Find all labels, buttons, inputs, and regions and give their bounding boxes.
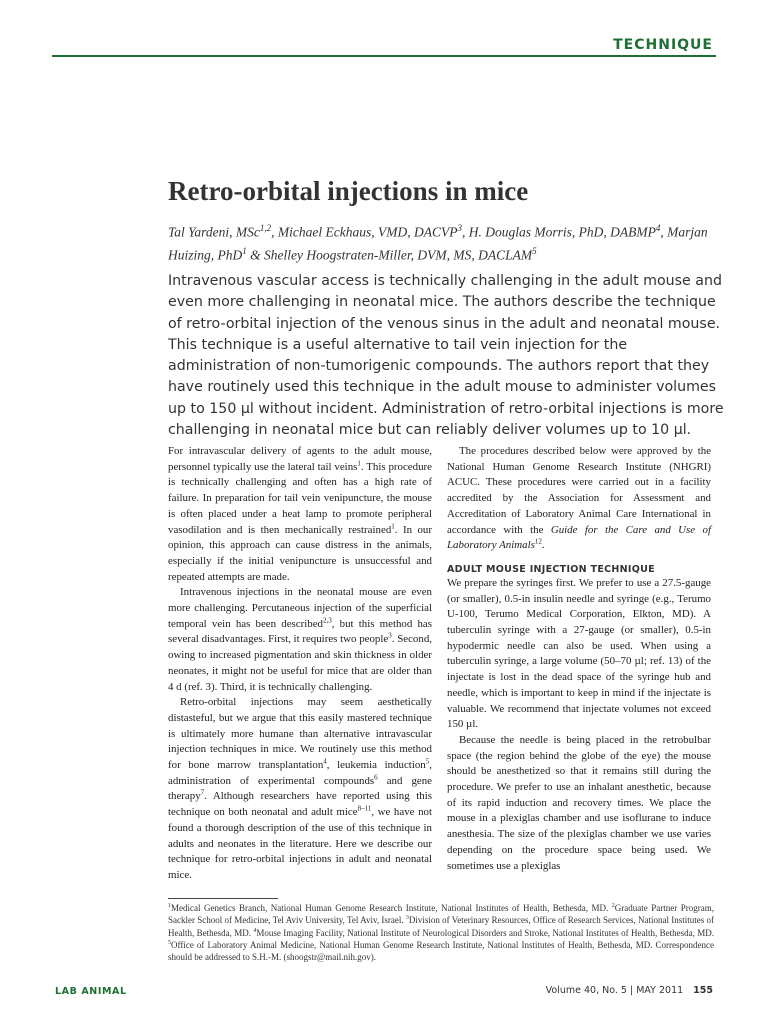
text-run: . This procedure is technically challenging and often has a high rate of failure. In preparation for tail vein venipuncture, the mouse is often placed under a heat lamp to promote peripheral vasodilation and is then mechanically restrained [168, 460, 432, 536]
author-affiliation: 3 [457, 223, 462, 233]
journal-name: LAB ANIMAL [55, 986, 127, 997]
author-list: Tal Yardeni, MSc$^{1,2}$, Michael Eckhaus, VMD, DACVP$^3$, H. Douglas Morris, PhD, DABMP$^4$, Marjan Huizing, PhD$^1$ & Shelley Hoogstraten-Miller, DVM, MS, DACLAM$^5$ [168, 223, 708, 262]
right-paragraphs [447, 576, 711, 874]
left-column [168, 444, 432, 884]
author-name: Tal Yardeni, MSc [168, 224, 260, 240]
citation-sup: 7 [200, 788, 205, 797]
text-run: Retro-orbital injections may seem aesthetically distasteful, but we argue that this easily mastered technique is ultimately more humane than alternative intravascular injection techniques in mice. We routinely use this method for bone marrow transplantation [168, 696, 432, 772]
citation-sup: 1 [168, 903, 171, 909]
text-run: We prepare the syringes first. We prefer to use a 27.5-gauge (or smaller), 0.5-in insulin needle and syringe (e.g., Terumo U-100, Terumo Medical Corporation, Elkton, MD). A tuberculin syringe with a 27-gauge (or smaller), 0.5-in hypodermic needle can also be used. When using a tuberculin syringe, a large volume (50–70 µl; ref. 13) of the injectate is lost in the dead space of the syringe hub and needle, which is important to keep in mind if the injectate is valuable. We recommend that injectate volumes not exceed 150 µl. [447, 576, 711, 731]
citation-sup: 5 [168, 939, 171, 946]
text-run: Intravenous injections in the neonatal mouse are even more challenging. Percutaneous injection of the superficial temporal vein has been described [168, 586, 432, 630]
header-rule [52, 55, 716, 57]
section-label: TECHNIQUE [613, 37, 713, 53]
text-run: Office of Laboratory Animal Medicine, National Human Genome Research Institute, National Institutes of Health, Bethesda, MD. Correspondence should be addressed to S.H.-M. (shoogstr@mail.nih.gov). [168, 939, 714, 963]
text-run: For intravascular delivery of agents to the adult mouse, personnel typically use the lateral tail veins [168, 445, 432, 473]
text-run: , leukemia induction [326, 759, 426, 772]
page-number: 155 [693, 985, 713, 996]
citation-sup: 1 [391, 521, 395, 530]
footnotes [168, 902, 714, 963]
text-run: , administration of experimental compounds [168, 759, 432, 787]
italic-text: Guide for the Care and Use of Laboratory Animals [447, 523, 711, 552]
subheading: ADULT MOUSE INJECTION TECHNIQUE [447, 563, 655, 575]
body-paragraph [447, 733, 711, 874]
body-paragraph [168, 585, 432, 695]
author-name: Shelley Hoogstraten-Miller, DVM, MS, DACLAM [264, 247, 533, 262]
citation-sup: 5 [425, 757, 430, 766]
abstract: Intravenous vascular access is technically challenging in the adult mouse and even more challenging in neonatal mice. The authors describe the technique of retro-orbital injection of the venous sinus in the adult and neonatal mouse. This technique is a useful alternative to tail vein injection for the administration of non-tumorigenic compounds. The authors report that they have routinely used this technique in the adult mouse to administer volumes up to 150 µl without incident. Administration of retro-orbital injections is more challenging in neonatal mice but can reliably deliver volumes up to 10 µl. [168, 273, 724, 439]
issue-info: Volume 40, No. 5 | MAY 2011 [545, 985, 684, 996]
text-run: Because the needle is being placed in the retrobulbar space (the region behind the globe of the eye) the mouse should be anesthetized so that it remains still during the procedure. We prefer to use an inhalant anesthetic, because of its rapid induction and recovery times. We place the mouse in a plexiglas chamber and use isoflurane to induce anesthesia. The size of the plexiglas chamber we use varies depending on the procedure space being used. We sometimes use a plexiglas [447, 733, 711, 872]
intro-paragraph [447, 444, 711, 554]
author-affiliation: 1,2 [259, 223, 272, 233]
citation-sup: 3 [388, 631, 392, 640]
text-run: Graduate Partner Program, Sackler School of Medicine, Tel Aviv University, Tel Aviv, Israel. [168, 903, 714, 926]
citation-sup: 2,3 [322, 616, 332, 625]
text-run: Medical Genetics Branch, National Human Genome Research Institute, National Institutes of Health, Bethesda, MD. [171, 903, 612, 913]
citation-sup: 1 [357, 459, 361, 468]
citation-sup: 12 [534, 537, 542, 546]
citation-sup: 2 [611, 903, 615, 909]
body-paragraph [168, 695, 432, 883]
author-name: Marjan Huizing, PhD [168, 224, 708, 262]
article-title: Retro-orbital injections in mice [168, 176, 529, 206]
footer-info [546, 985, 713, 996]
author-name: H. Douglas Morris, PhD, DABMP [468, 224, 656, 240]
citation-sup: 6 [374, 773, 378, 782]
right-column [447, 444, 711, 874]
footnote-rule [168, 898, 278, 899]
author-affiliation: 1 [242, 245, 247, 256]
author-affiliation: 5 [532, 245, 537, 256]
text-run: Mouse Imaging Facility, National Institute of Neurological Disorders and Stroke, National Institutes of Health, Bethesda, MD. [256, 927, 715, 938]
text-run: . [541, 539, 545, 552]
text-run: . In our opinion, this approach can cause distress in the animals, especially if the initial venipuncture is unsuccessful and repeated attempts are made. [168, 523, 432, 583]
citation-sup: 3 [405, 915, 409, 922]
text-run: Division of Veterinary Resources, Office of Research Services, National Institutes of Health, Bethesda, MD. [168, 915, 714, 938]
citation-sup: 8–11 [357, 804, 372, 813]
text-run: and gene therapy [168, 774, 433, 803]
text-run: . Second, owing to increased pigmentation and skin thickness in older neonates, it might not be useful for mice that are older than 4 d (ref. 3). Third, it is technically challenging. [168, 633, 432, 693]
author-name: Michael Eckhaus, VMD, DACVP [277, 224, 458, 240]
text-run: The procedures described below were approved by the National Human Genome Research Institute (NHGRI) ACUC. These procedures were carried out in a facility accredited by the Association for Assessment and Accreditation of Laboratory Animal Care International in accordance with the [447, 445, 711, 536]
body-paragraph [168, 444, 432, 585]
text-run: . Although researchers have reported using this technique on both neonatal and adult mice [168, 790, 432, 819]
text-run: , we have not found a thorough description of the use of this technique in adults and neonates in the literature. Here we describe our technique for retro-orbital injections in adult and neonatal mice. [168, 806, 432, 881]
text-run: , but this method has several disadvantages. First, it requires two people [168, 617, 433, 646]
citation-sup: 4 [253, 927, 257, 934]
body-paragraph [447, 576, 711, 733]
author-affiliation: 4 [655, 223, 661, 233]
citation-sup: 4 [323, 757, 327, 766]
